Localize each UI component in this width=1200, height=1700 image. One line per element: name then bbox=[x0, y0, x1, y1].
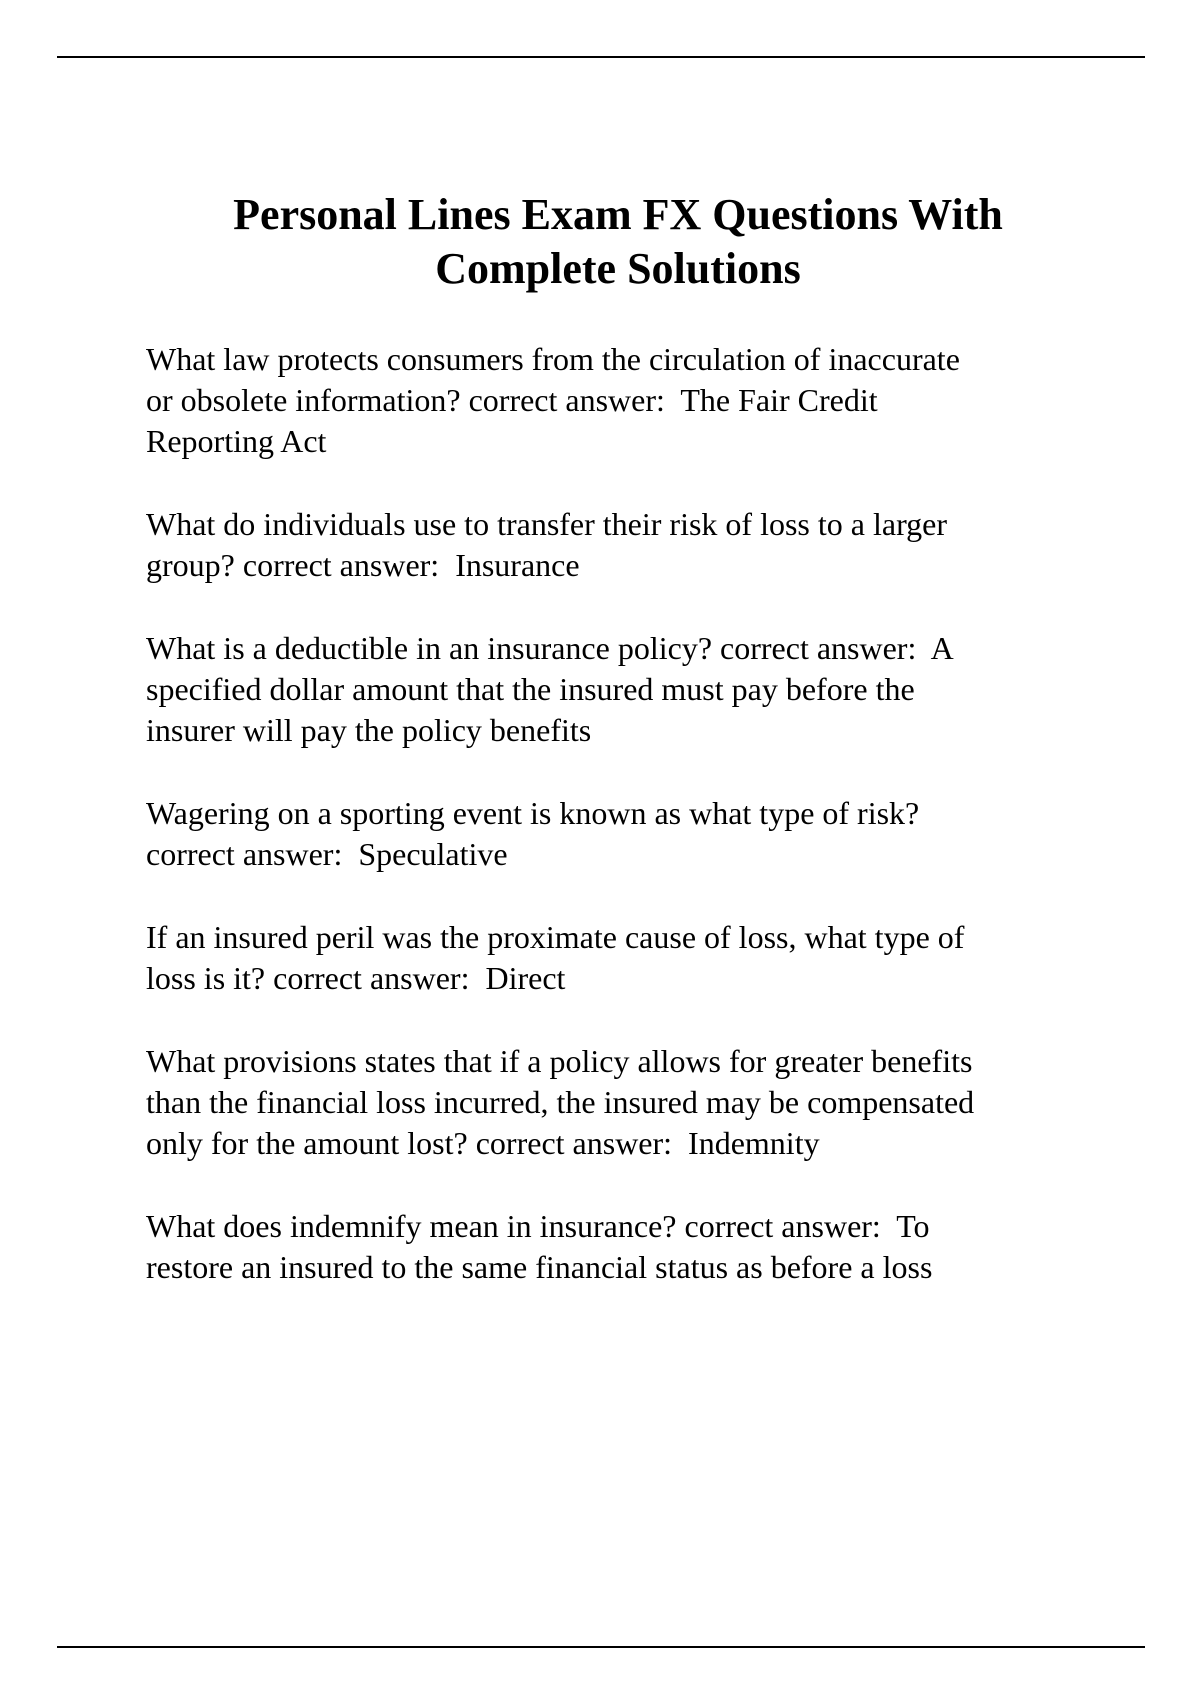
qa-line: loss is it? correct answer: Direct bbox=[146, 960, 566, 996]
qa-line: restore an insured to the same financial status as before a loss bbox=[146, 1249, 933, 1285]
qa-item bbox=[146, 1041, 1096, 1164]
qa-line: If an insured peril was the proximate cause of loss, what type of bbox=[146, 919, 965, 955]
qa-line: correct answer: Speculative bbox=[146, 836, 508, 872]
qa-item bbox=[146, 1206, 1096, 1288]
qa-line: than the financial loss incurred, the insured may be compensated bbox=[146, 1084, 975, 1120]
qa-line: What is a deductible in an insurance policy? correct answer: A bbox=[146, 630, 954, 666]
title-line-2: Complete Solutions bbox=[435, 244, 801, 293]
qa-line: group? correct answer: Insurance bbox=[146, 547, 580, 583]
qa-item bbox=[146, 917, 1096, 999]
qa-line: Wagering on a sporting event is known as what type of risk? bbox=[146, 795, 920, 831]
top-divider bbox=[57, 56, 1145, 58]
qa-item bbox=[146, 628, 1096, 751]
qa-item bbox=[146, 504, 1096, 586]
bottom-divider bbox=[57, 1646, 1145, 1648]
qa-item bbox=[146, 793, 1096, 875]
qa-line: What does indemnify mean in insurance? correct answer: To bbox=[146, 1208, 930, 1244]
qa-line: or obsolete information? correct answer: The Fair Credit bbox=[146, 382, 878, 418]
qa-line: What provisions states that if a policy allows for greater benefits bbox=[146, 1043, 973, 1079]
qa-line: Reporting Act bbox=[146, 423, 327, 459]
qa-item bbox=[146, 339, 1096, 462]
qa-line: What do individuals use to transfer their risk of loss to a larger bbox=[146, 506, 947, 542]
title-line-1: Personal Lines Exam FX Questions With bbox=[233, 190, 1003, 239]
qa-line: specified dollar amount that the insured must pay before the bbox=[146, 671, 915, 707]
qa-line: insurer will pay the policy benefits bbox=[146, 712, 592, 748]
qa-list bbox=[146, 339, 1096, 1288]
page-title bbox=[110, 188, 1126, 296]
qa-line: What law protects consumers from the circulation of inaccurate bbox=[146, 341, 960, 377]
qa-line: only for the amount lost? correct answer: Indemnity bbox=[146, 1125, 820, 1161]
